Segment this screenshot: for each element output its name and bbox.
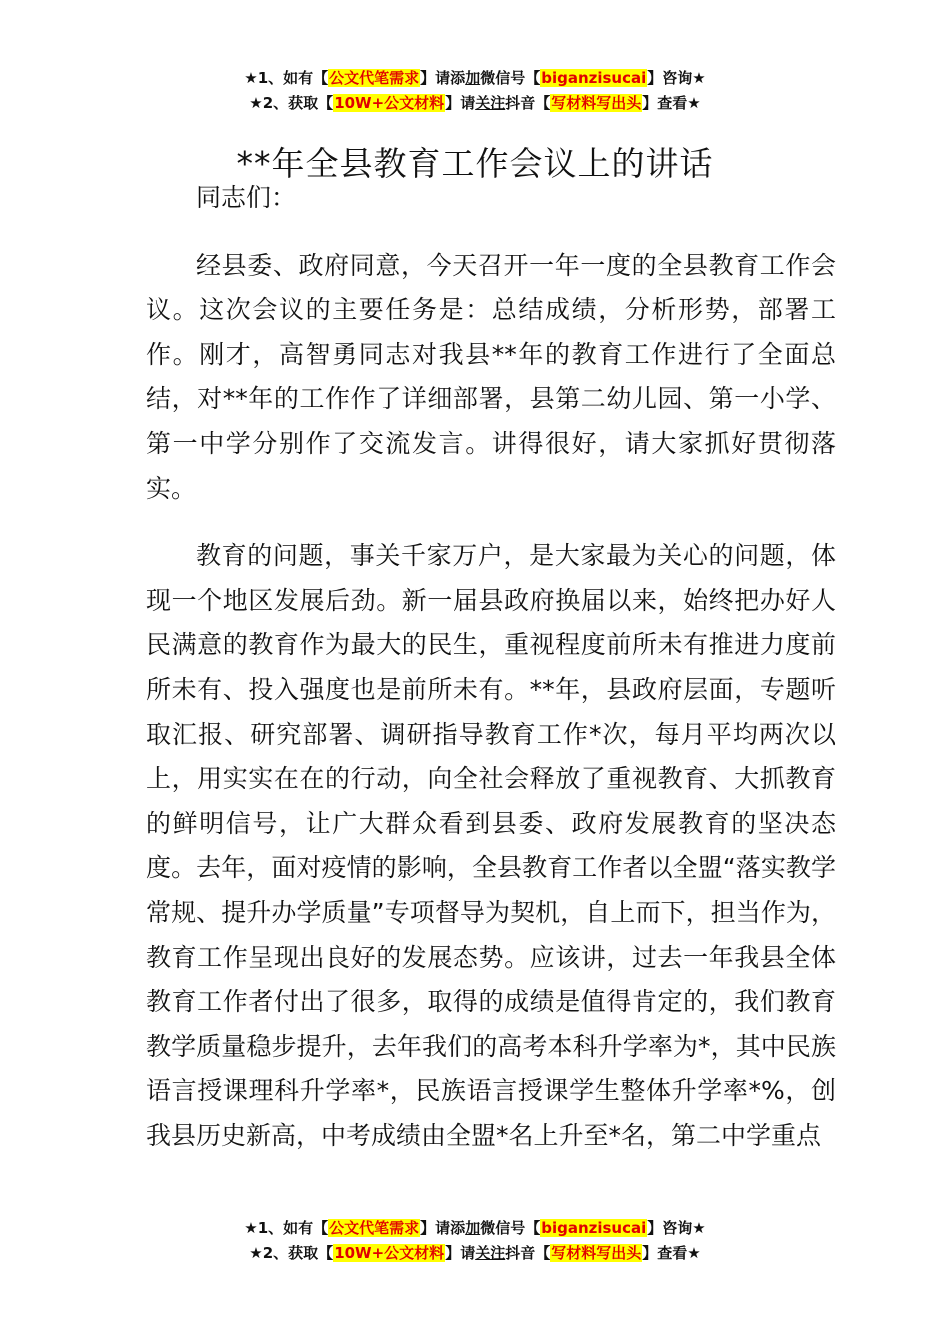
footer-highlight-service: 公文代笔需求 <box>329 1219 420 1237</box>
banner-line-2: ★2、获取【10W+公文材料】请关注抖音【写材料写出头】查看★ <box>249 94 701 112</box>
footer-highlight-douyin: 写材料写出头 <box>551 1244 642 1262</box>
highlight-wechat-id: biganzisucai <box>541 69 647 87</box>
highlight-materials: 10W+公文材料 <box>334 94 445 112</box>
footer-highlight-materials: 10W+公文材料 <box>334 1244 445 1262</box>
footer-highlight-wechat-id: biganzisucai <box>541 1219 647 1237</box>
footer-line-1: ★1、如有【公文代笔需求】请添加微信号【biganzisucai】咨询★ <box>244 1219 706 1237</box>
footer-line-2: ★2、获取【10W+公文材料】请关注抖音【写材料写出头】查看★ <box>249 1244 701 1262</box>
header-banner <box>0 66 950 116</box>
highlight-douyin: 写材料写出头 <box>551 94 642 112</box>
paragraph-1: 经县委、政府同意，今天召开一年一度的全县教育工作会议。这次会议的主要任务是：总结成绩，分析形势，部署工作。刚才，高智勇同志对我县**年的教育工作进行了全面总结，对**年的工作作了详细部署，县第二幼儿园、第一小学、第一中学分别作了交流发言。讲得很好，请大家抓好贯彻落实。 <box>146 250 836 503</box>
banner-line-1: ★1、如有【公文代笔需求】请添加微信号【biganzisucai】咨询★ <box>244 69 706 87</box>
document-title: **年全县教育工作会议上的讲话 <box>236 144 714 184</box>
greeting: 同志们： <box>196 183 297 212</box>
document-body <box>146 176 836 1181</box>
footer-banner <box>0 1216 950 1266</box>
paragraph-2: 教育的问题，事关千家万户，是大家最为关心的问题，体现一个地区发展后劲。新一届县政府换届以来，始终把办好人民满意的教育作为最大的民生，重视程度前所未有推进力度前所未有、投入强度也是前所未有。**年，县政府层面，专题听取汇报、研究部署、调研指导教育工作*次，每月平均两次以上，用实实在在的行动，向全社会释放了重视教育、大抓教育的鲜明信号，让广大群众看到县委、政府发展教育的坚决态度。去年，面对疫情的影响，全县教育工作者以全盟“落实教学常规、提升办学质量”专项督导为契机，自上而下，担当作为，教育工作呈现出良好的发展态势。应该讲，过去一年我县全体教育工作者付出了很多，取得的成绩是值得肯定的，我们教育教学质量稳步提升，去年我们的高考本科升学率为*，其中民族语言授课理科升学率*，民族语言授课学生整体升学率*%，创我县历史新高，中考成绩由全盟*名上升至*名，第二中学重点 <box>146 541 836 1150</box>
highlight-service: 公文代笔需求 <box>329 69 420 87</box>
